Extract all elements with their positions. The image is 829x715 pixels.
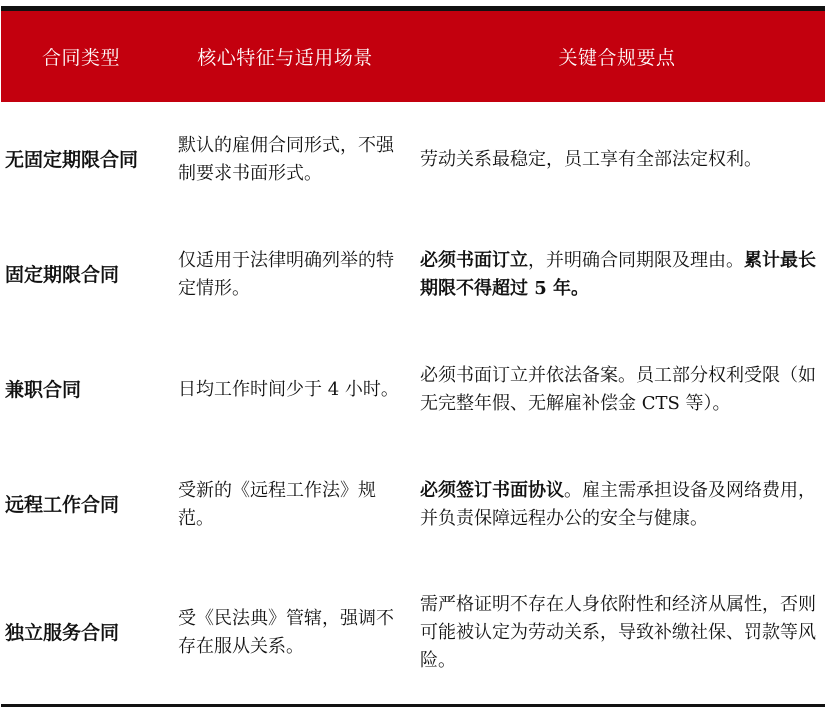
contract-type-label: 独立服务合同 [5, 622, 120, 644]
table-row [1, 332, 825, 447]
table-row [1, 217, 825, 332]
contract-types-table [1, 11, 825, 704]
compliance-bold-tail: 累计最长期限不得超过 5 年。 [420, 249, 816, 299]
row-contract-type [5, 562, 155, 704]
row-contract-type [5, 102, 155, 217]
features-text: 默认的雇佣合同形式，不强制要求书面形式。 [178, 134, 394, 184]
row-contract-type [5, 447, 155, 562]
compliance-text [420, 146, 762, 174]
row-features [178, 217, 400, 332]
features-text: 受新的《远程工作法》规范。 [178, 479, 376, 529]
header-compliance-points: 关键合规要点 [558, 47, 676, 69]
features-text: 仅适用于法律明确列举的特定情形。 [178, 249, 394, 299]
compliance-normal: 必须书面订立并依法备案。员工部分权利受限（如无完整年假、无解雇补偿金 CTS 等）。 [420, 364, 816, 414]
table-row [1, 102, 825, 217]
row-compliance [420, 447, 820, 562]
row-features [178, 447, 400, 562]
contract-type-label: 无固定期限合同 [5, 148, 139, 171]
compliance-normal: ，并明确合同期限及理由。 [528, 249, 744, 271]
compliance-text [420, 362, 820, 418]
compliance-text [420, 247, 820, 303]
contract-type-label: 兼职合同 [5, 378, 82, 401]
features-text: 日均工作时间少于 4 小时。 [178, 378, 399, 400]
features-text: 受《民法典》管辖，强调不存在服从关系。 [178, 608, 394, 657]
compliance-text [420, 591, 820, 675]
contract-type-label: 远程工作合同 [5, 493, 120, 516]
contract-type-label: 固定期限合同 [5, 263, 120, 286]
row-contract-type [5, 332, 155, 447]
row-compliance [420, 217, 820, 332]
table-header [1, 11, 825, 102]
compliance-normal: 。雇主需承担设备及网络费用，并负责保障远程办公的安全与健康。 [420, 479, 816, 529]
row-features [178, 102, 400, 217]
row-features [178, 332, 400, 447]
compliance-bold: 必须签订书面协议 [420, 479, 564, 501]
table-bottom-rule [1, 704, 825, 707]
compliance-text [420, 477, 820, 533]
row-compliance [420, 102, 820, 217]
header-contract-type: 合同类型 [41, 47, 120, 69]
row-contract-type [5, 217, 155, 332]
compliance-normal: 劳动关系最稳定，员工享有全部法定权利。 [420, 148, 762, 170]
row-compliance [420, 332, 820, 447]
compliance-normal: 需严格证明不存在人身依附性和经济从属性，否则可能被认定为劳动关系，导致补缴社保、罚款等风险。 [420, 594, 816, 671]
header-core-features: 核心特征与适用场景 [197, 47, 373, 69]
table-row [1, 447, 825, 562]
table-row [1, 562, 825, 704]
row-features [178, 562, 400, 704]
compliance-bold: 必须书面订立 [420, 249, 528, 271]
row-compliance [420, 562, 820, 704]
